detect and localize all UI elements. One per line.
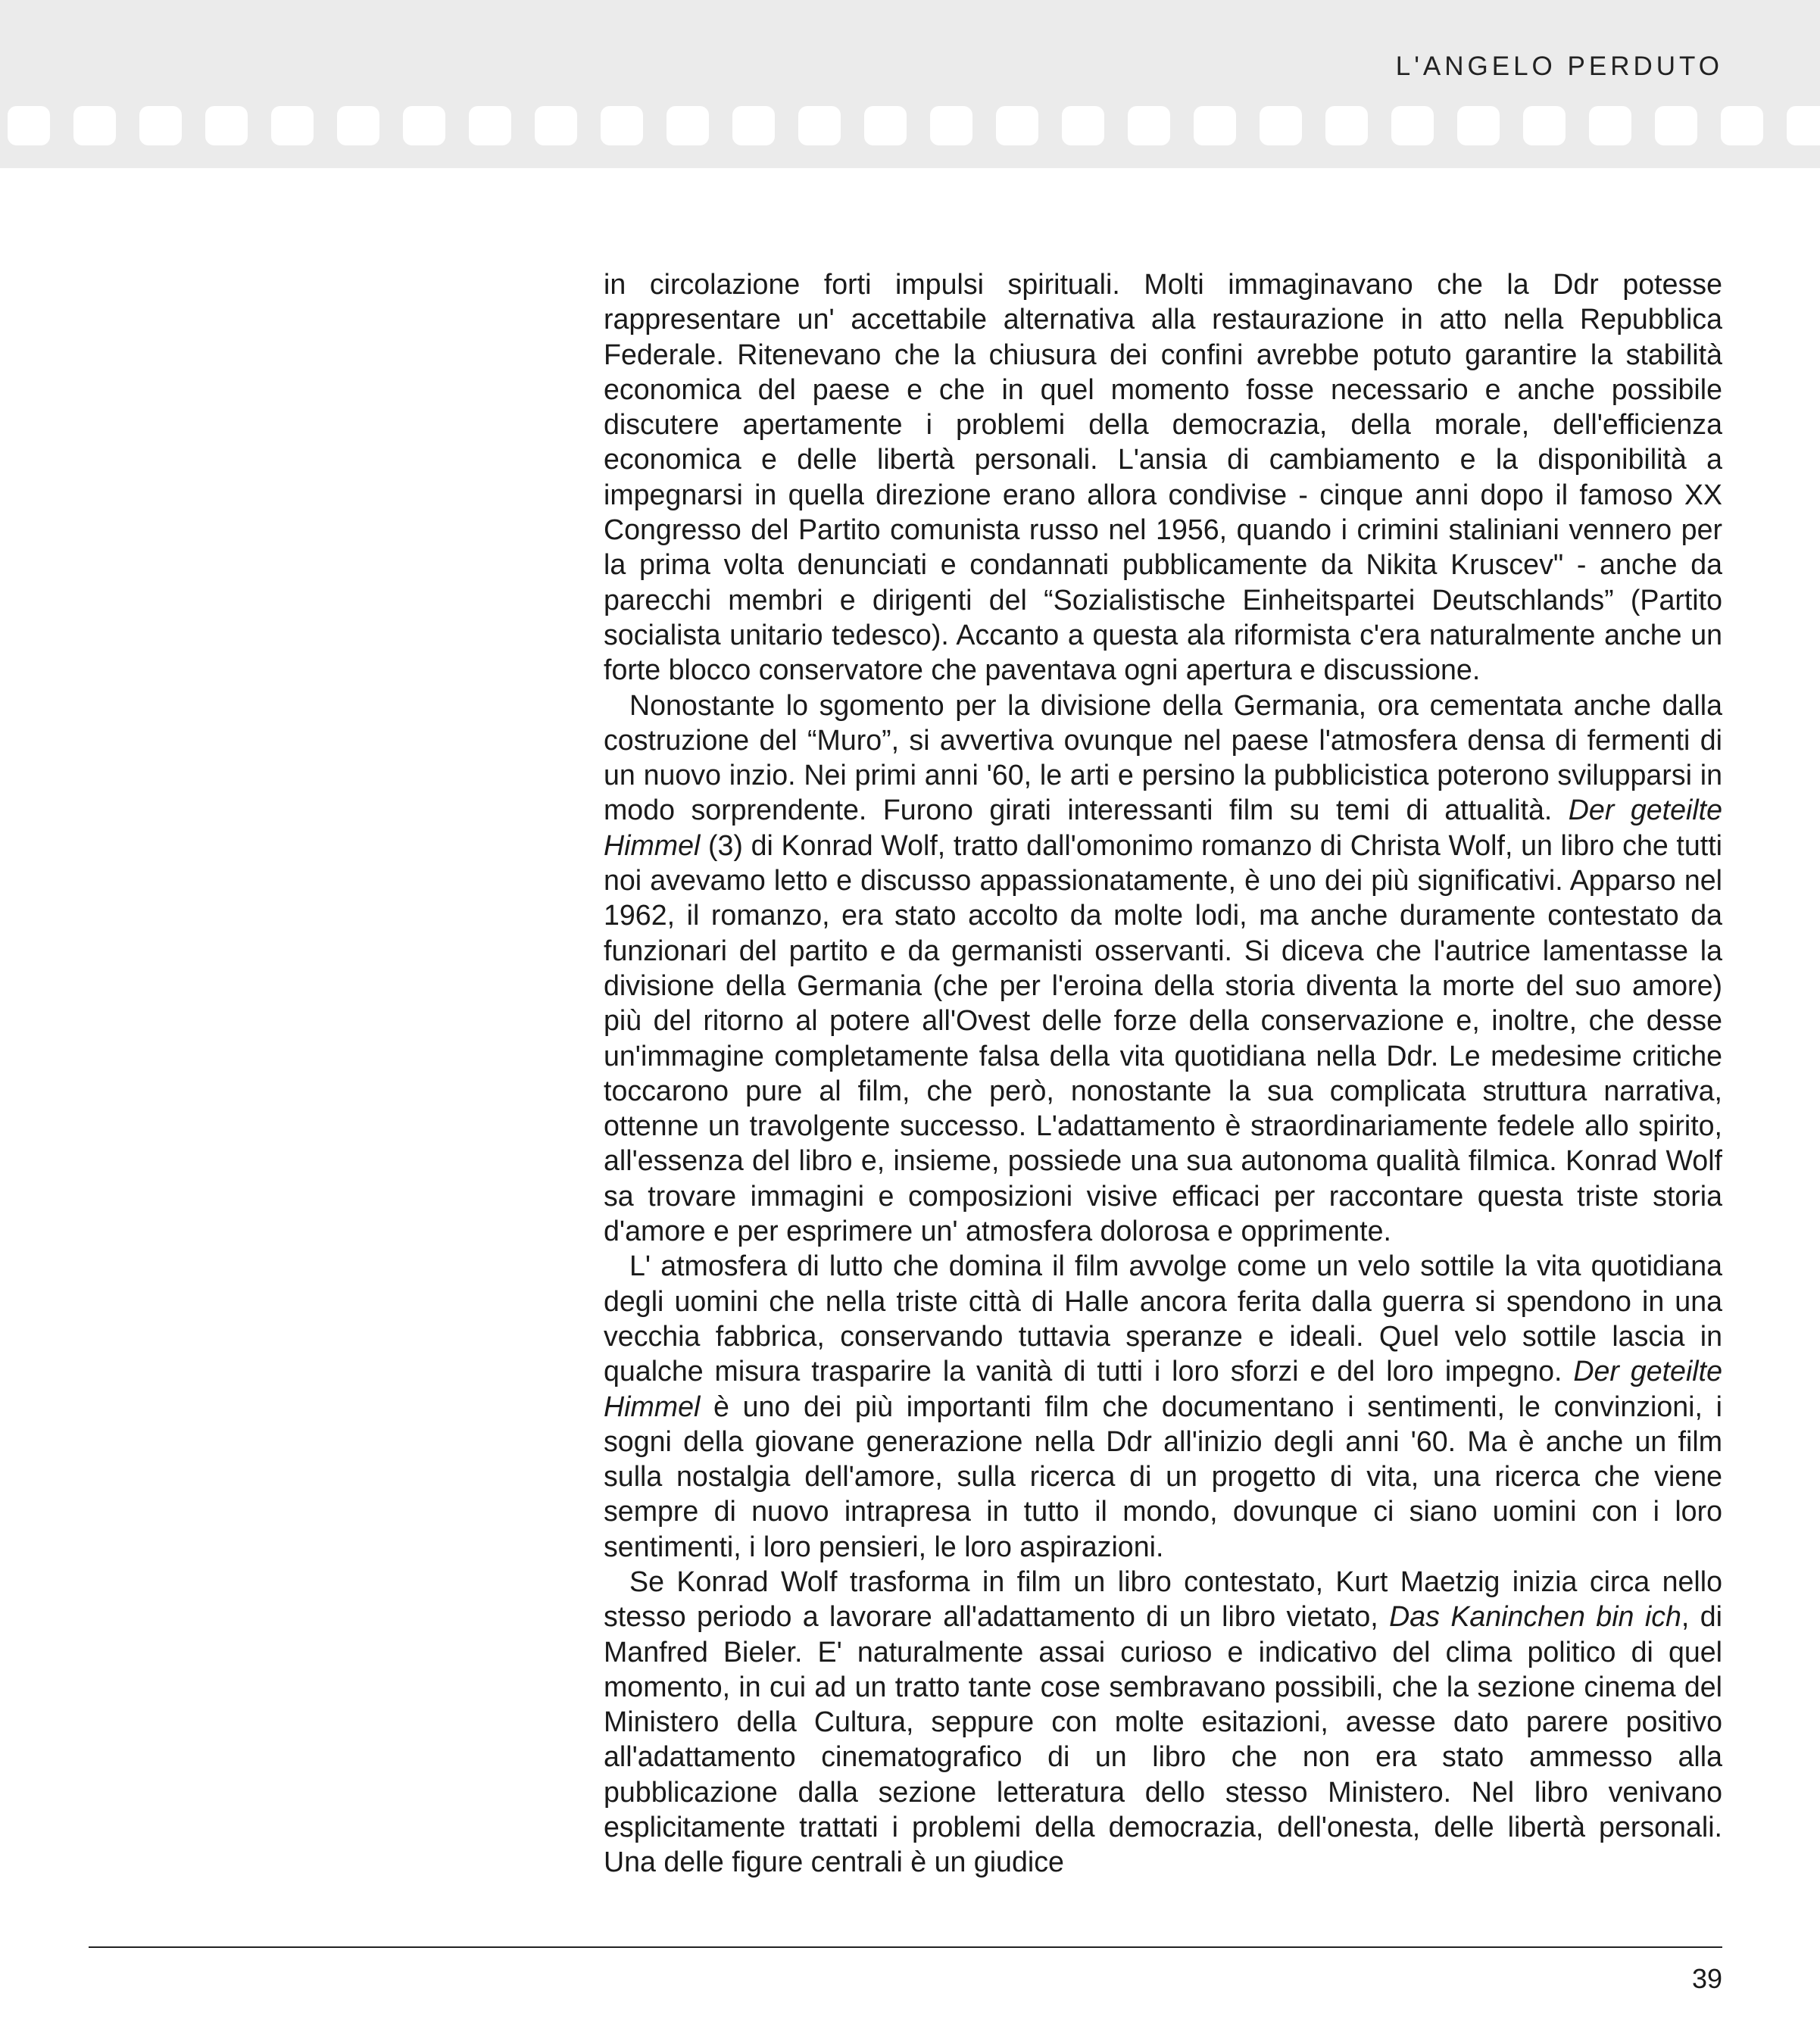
footer-rule (89, 1946, 1722, 1948)
paragraph (604, 267, 1722, 688)
film-sprocket-hole (469, 106, 511, 145)
film-sprocket-hole (864, 106, 907, 145)
paragraph (604, 1248, 1722, 1564)
film-sprocket-hole (1787, 106, 1820, 145)
film-sprocket-hole (1260, 106, 1302, 145)
paragraph (604, 1564, 1722, 1880)
text-run: Se Konrad Wolf trasforma in film un libro contestato, Kurt Maetzig inizia circa nello stesso periodo a lavorare all'adattamento di un libro vietato, (604, 1565, 1722, 1633)
film-sprocket-hole (1655, 106, 1697, 145)
film-sprocket-hole (732, 106, 775, 145)
film-sprocket-hole (930, 106, 972, 145)
film-strip-decoration (0, 106, 1820, 145)
film-sprocket-hole (271, 106, 314, 145)
text-run: L' atmosfera di lutto che domina il film avvolge come un velo sottile la vita quotidiana degli uomini che nella triste città di Halle ancora ferita dalla guerra si spendono in una vecchia fabbrica, conservando tuttavia speranze e ideali. Quel velo sottile lascia in qualche misura trasparire la vanità di tutti i loro sforzi e del loro impegno. (604, 1250, 1722, 1387)
film-sprocket-hole (205, 106, 248, 145)
film-sprocket-hole (1721, 106, 1763, 145)
header-band (0, 0, 1820, 168)
film-sprocket-hole (139, 106, 182, 145)
body-text (604, 267, 1722, 1880)
film-sprocket-hole (1523, 106, 1566, 145)
text-run: in circolazione forti impulsi spirituali. Molti immaginavano che la Ddr potesse rappresentare un' accettabile alternativa alla restaurazione in atto nella Repubblica Federale. Ritenevano che la chiusura dei confini avrebbe potuto garantire la stabilità economica del paese e che in quel momento fosse necessario e anche possibile discutere apertamente i problemi della democrazia, della morale, dell'efficienza economica e delle libertà personali. L'ansia di cambiamento e la disponibilità a impegnarsi in quella direzione erano allora condivise - cinque anni dopo il famoso XX Congresso del Partito comunista russo nel 1956, quando i crimini staliniani vennero per la prima volta denunciati e condannati pubblicamente da Nikita Kruscev" - anche da parecchi membri e dirigenti del “Sozialistische Einheitspartei Deutschlands” (Partito socialista unitario tedesco). Accanto a questa ala riformista c'era naturalmente anche un forte blocco conservatore che paventava ogni apertura e discussione. (604, 268, 1722, 686)
film-sprocket-hole (1457, 106, 1500, 145)
film-sprocket-hole (337, 106, 379, 145)
text-run: (3) di Konrad Wolf, tratto dall'omonimo romanzo di Christa Wolf, un libro che tutti noi avevamo letto e discusso appassionatamente, è uno dei più significativi. Apparso nel 1962, il romanzo, era stato accolto da molte lodi, ma anche duramente contestato da funzionari del partito e da germanisti osservanti. Si diceva che l'autrice lamentasse la divisione della Germania (che per l'eroina della storia diventa la morte del suo amore) più del ritorno al potere all'Ovest delle forze della conservazione e, inoltre, che desse un'immagine completamente falsa della vita quotidiana nella Ddr. Le medesime critiche toccarono pure al film, che però, nonostante la sua complicata struttura narrativa, ottenne un travolgente successo. L'adattamento è straordinariamente fedele allo spirito, all'essenza del libro e, insieme, possiede una sua autonoma qualità filmica. Konrad Wolf sa trovare immagini e composizioni visive efficaci per raccontare questa triste storia d'amore e per esprimere un' atmosfera dolorosa e opprimente. (604, 829, 1722, 1247)
film-sprocket-hole (73, 106, 116, 145)
film-sprocket-hole (798, 106, 841, 145)
film-sprocket-hole (8, 106, 50, 145)
film-title: Das Kaninchen bin ich (1389, 1600, 1681, 1633)
film-sprocket-hole (535, 106, 577, 145)
film-title: Der geteilte Himmel (604, 1355, 1722, 1422)
film-sprocket-hole (601, 106, 643, 145)
film-sprocket-hole (667, 106, 709, 145)
text-run: è uno dei più importanti film che documentano i sentimenti, le convinzioni, i sogni della giovane generazione nella Ddr all'inizio degli anni '60. Ma è anche un film sulla nostalgia dell'amore, sulla ricerca di un progetto di vita, una ricerca che viene sempre di nuovo intrapresa in tutto il mondo, dovunque ci siano uomini con i loro sentimenti, i loro pensieri, le loro aspirazioni. (604, 1390, 1722, 1562)
film-sprocket-hole (1062, 106, 1104, 145)
film-sprocket-hole (1194, 106, 1236, 145)
paragraph (604, 688, 1722, 1249)
film-sprocket-hole (996, 106, 1038, 145)
text-run: Nonostante lo sgomento per la divisione della Germania, ora cementata anche dalla costruzione del “Muro”, si avvertiva ovunque nel paese l'atmosfera densa di fermenti di un nuovo inzio. Nei primi anni '60, le arti e persino la pubblicistica poterono svilupparsi in modo sorprendente. Furono girati interessanti film su temi di attualità. (604, 688, 1722, 826)
film-sprocket-hole (1391, 106, 1434, 145)
film-title: Der geteilte Himmel (604, 794, 1723, 861)
page-number: 39 (1691, 1963, 1722, 1994)
film-sprocket-hole (1589, 106, 1631, 145)
running-title: L'ANGELO PERDUTO (1395, 52, 1723, 81)
text-run: , di Manfred Bieler. E' naturalmente assai curioso e indicativo del clima politico di quel momento, in cui ad un tratto tante cose sembravano possibili, che la sezione cinema del Ministero della Cultura, seppure con molte esitazioni, avesse dato parere positivo all'adattamento cinematografico di un libro che non era stato ammesso alla pubblicazione dalla sezione letteratura dello stesso Ministero. Nel libro venivano esplicitamente trattati i problemi della democrazia, dell'onesta, delle libertà personali. Una delle figure centrali è un giudice (604, 1600, 1722, 1878)
film-sprocket-hole (1128, 106, 1170, 145)
film-sprocket-hole (1325, 106, 1368, 145)
film-sprocket-hole (403, 106, 445, 145)
